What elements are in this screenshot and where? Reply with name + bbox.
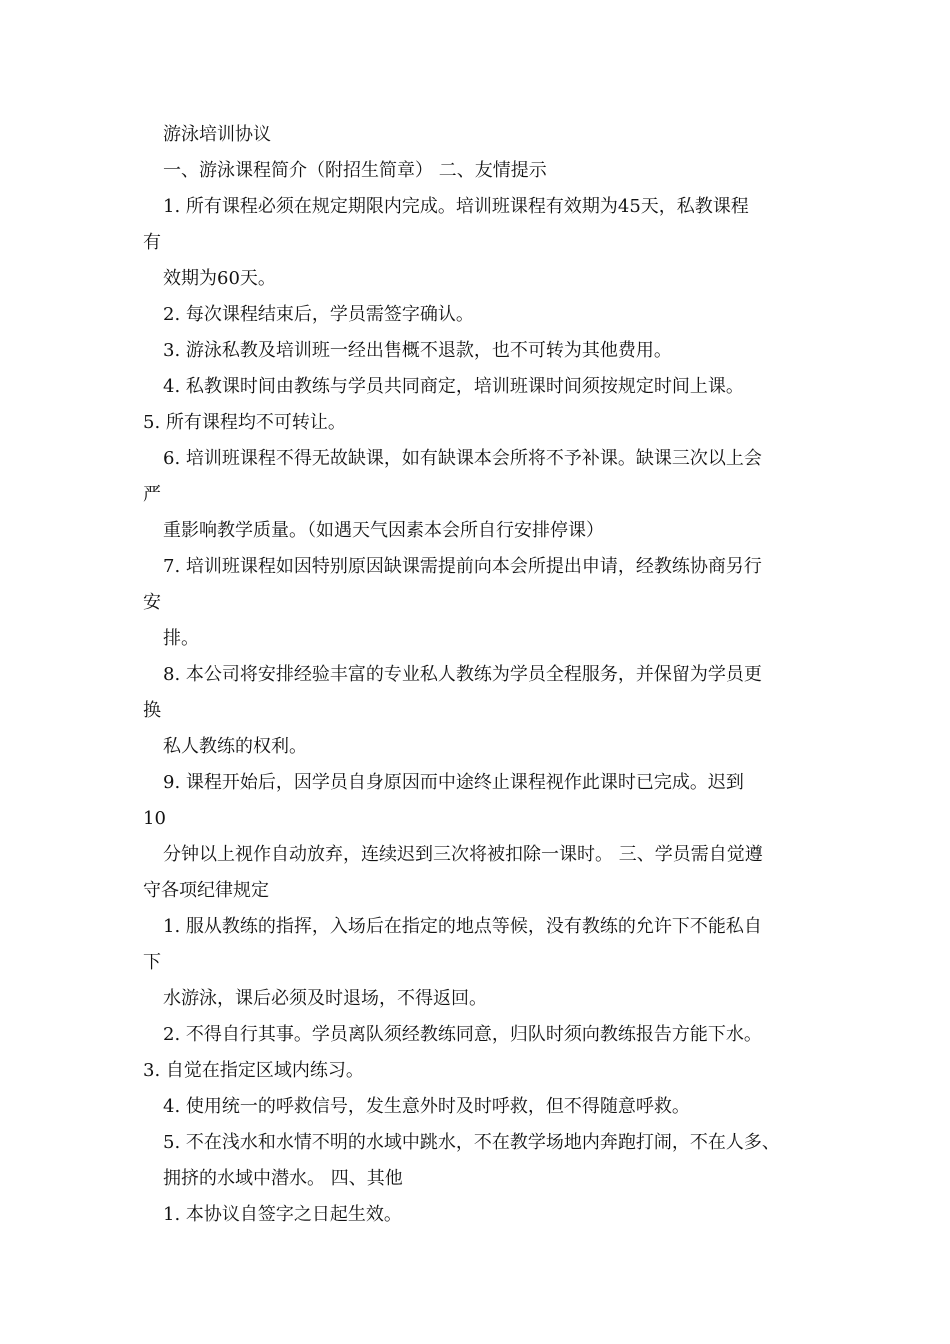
paragraph-line: 1. 所有课程必须在规定期限内完成。培训班课程有效期为45天，私教课程 <box>163 196 749 217</box>
paragraph-line: 1. 本协议自签字之日起生效。 <box>163 1204 402 1225</box>
paragraph-line: 安 <box>143 592 161 613</box>
paragraph-line: 私人教练的权利。 <box>163 736 307 757</box>
paragraph-line: 10 <box>143 808 166 829</box>
paragraph-line: 拥挤的水域中潜水。 四、其他 <box>163 1168 403 1189</box>
paragraph-line: 5. 不在浅水和水情不明的水域中跳水，不在教学场地内奔跑打闹，不在人多、 <box>163 1132 780 1153</box>
paragraph-line: 6. 培训班课程不得无故缺课，如有缺课本会所将不予补课。缺课三次以上会 <box>163 448 762 469</box>
paragraph-line: 重影响教学质量。（如遇天气因素本会所自行安排停课） <box>163 520 604 541</box>
paragraph-line: 2. 每次课程结束后，学员需签字确认。 <box>163 304 474 325</box>
paragraph-line: 1. 服从教练的指挥，入场后在指定的地点等候，没有教练的允许下不能私自 <box>163 916 762 937</box>
paragraph-line: 有 <box>143 232 161 253</box>
paragraph-line: 5. 所有课程均不可转让。 <box>143 412 346 433</box>
paragraph-line: 7. 培训班课程如因特别原因缺课需提前向本会所提出申请，经教练协商另行 <box>163 556 762 577</box>
paragraph-line: 4. 私教课时间由教练与学员共同商定，培训班课时间须按规定时间上课。 <box>163 376 744 397</box>
paragraph-line: 分钟以上视作自动放弃，连续迟到三次将被扣除一课时。 三、学员需自觉遵 <box>163 844 763 865</box>
paragraph-line: 效期为60天。 <box>163 268 276 289</box>
paragraph-line: 换 <box>143 700 161 721</box>
document-title: 游泳培训协议 <box>163 124 271 145</box>
paragraph-line: 下 <box>143 952 161 973</box>
paragraph-line: 排。 <box>163 628 199 649</box>
paragraph-line: 3. 游泳私教及培训班一经出售概不退款，也不可转为其他费用。 <box>163 340 672 361</box>
paragraph-line: 2. 不得自行其事。学员离队须经教练同意，归队时须向教练报告方能下水。 <box>163 1024 762 1045</box>
paragraph-line: 严 <box>143 484 161 505</box>
paragraph-line: 水游泳，课后必须及时退场，不得返回。 <box>163 988 487 1009</box>
paragraph-line: 守各项纪律规定 <box>143 880 269 901</box>
section-heading: 一、游泳课程简介（附招生简章） 二、友情提示 <box>163 160 547 181</box>
paragraph-line: 9. 课程开始后，因学员自身原因而中途终止课程视作此课时已完成。迟到 <box>163 772 744 793</box>
paragraph-line: 3. 自觉在指定区域内练习。 <box>143 1060 364 1081</box>
paragraph-line: 4. 使用统一的呼救信号，发生意外时及时呼救，但不得随意呼救。 <box>163 1096 690 1117</box>
paragraph-line: 8. 本公司将安排经验丰富的专业私人教练为学员全程服务，并保留为学员更 <box>163 664 762 685</box>
